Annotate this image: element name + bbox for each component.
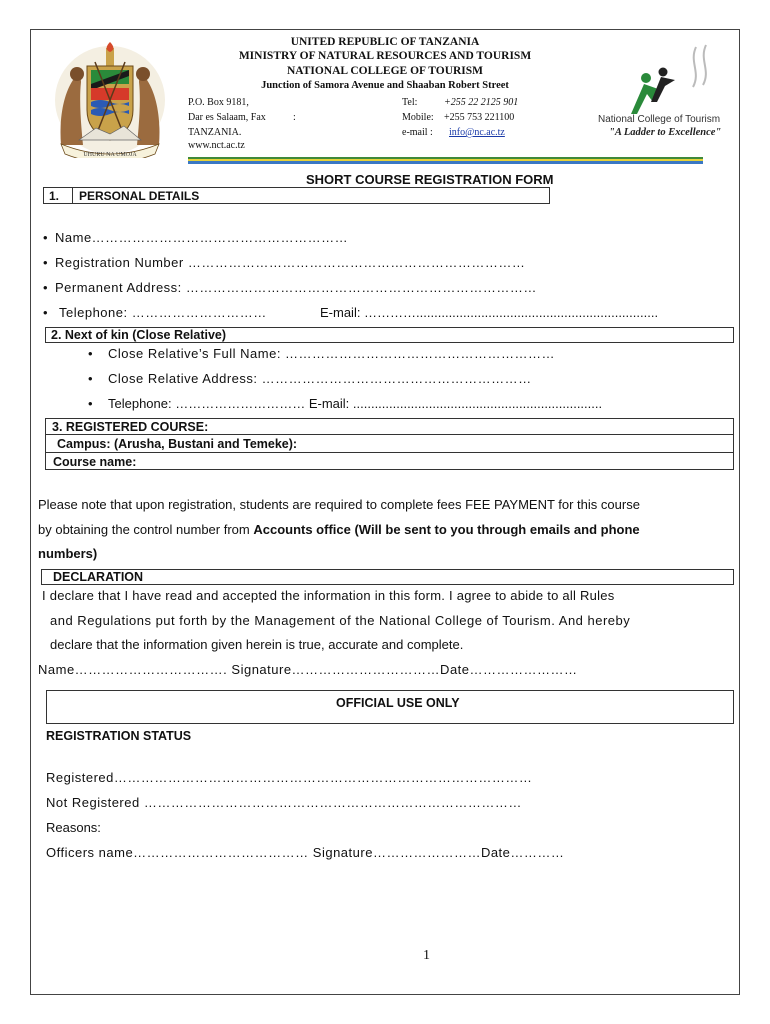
bullet-dot-icon: • xyxy=(88,346,93,361)
mobile-label: Mobile: xyxy=(402,112,434,123)
permanent-address-field[interactable]: Permanent Address: …………………………………………………………………… xyxy=(55,280,537,295)
logo-slogan: "A Ladder to Excellence" xyxy=(609,127,722,138)
registered-field[interactable]: Registered………………………………………………………………………………… xyxy=(46,770,533,785)
not-registered-field[interactable]: Not Registered ………………………………………………………………………… xyxy=(46,795,522,810)
email-field[interactable]: E-mail: …………................................................................... xyxy=(320,305,659,320)
declaration-title: DECLARATION xyxy=(53,570,144,584)
email-link[interactable]: info@nc.ac.tz xyxy=(449,127,505,138)
city: Dar es Salaam, Fax xyxy=(188,112,266,123)
bullet-dot-icon: • xyxy=(43,230,48,245)
bullet-dot-icon: • xyxy=(88,371,93,386)
name-field[interactable]: Name………………………………………………… xyxy=(55,230,349,245)
note-line-3: numbers) xyxy=(38,546,98,561)
note-line-2-bold: Accounts office (Will be sent to you through emails and phone xyxy=(253,522,640,537)
section3-rule-2 xyxy=(45,452,734,453)
registration-status-label: REGISTRATION STATUS xyxy=(46,729,192,743)
tel-value: +255 22 2125 901 xyxy=(444,97,519,108)
declaration-line-2: and Regulations put forth by the Management of the National College of Tourism. And hereby xyxy=(50,613,631,628)
bullet-dot-icon: • xyxy=(43,255,48,270)
website: www.nct.ac.tz xyxy=(188,140,245,151)
declaration-line-3: declare that the information given herein is true, accurate and complete. xyxy=(50,637,464,652)
svg-text:UHURU NA UMOJA: UHURU NA UMOJA xyxy=(83,152,137,158)
fax-colon: : xyxy=(293,112,296,123)
bullet-dot-icon: • xyxy=(43,305,48,320)
declaration-line-1: I declare that I have read and accepted the information in this form. I agree to abide to all Rules xyxy=(42,588,615,603)
logo-name: National College of Tourism xyxy=(598,114,721,125)
section3-title: 3. REGISTERED COURSE: xyxy=(52,420,209,434)
relative-telephone-field[interactable]: Telephone: ………………………… E-mail: ..................................................................... xyxy=(108,396,603,411)
section3-rule-1 xyxy=(45,434,734,435)
relative-full-name-field[interactable]: Close Relative’s Full Name: …………………………………………………… xyxy=(108,346,556,361)
bullet-dot-icon: • xyxy=(43,280,48,295)
country: TANZANIA. xyxy=(188,127,242,138)
email-label: e-mail : xyxy=(402,127,433,138)
campus-field[interactable]: Campus: (Arusha, Bustani and Temeke): xyxy=(57,437,298,451)
section1-divider xyxy=(72,187,73,204)
note-line-2 xyxy=(38,522,640,537)
note-line-2-plain: by obtaining the control number from xyxy=(38,522,254,537)
relative-address-field[interactable]: Close Relative Address: …………………………………………………… xyxy=(108,371,532,386)
course-name-field[interactable]: Course name: xyxy=(53,455,137,469)
po-box: P.O. Box 9181, xyxy=(188,97,249,108)
registration-number-field[interactable]: Registration Number ………………………………………………………………… xyxy=(55,255,526,270)
page-number: 1 xyxy=(423,948,430,963)
college-address: Junction of Samora Avenue and Shaaban Robert Street xyxy=(261,80,509,91)
reasons-field[interactable]: Reasons: xyxy=(46,820,101,835)
bullet-dot-icon: • xyxy=(88,396,93,411)
header-rule-blue xyxy=(188,161,703,164)
ministry-name: MINISTRY OF NATURAL RESOURCES AND TOURISM xyxy=(238,50,532,62)
form-page xyxy=(30,29,740,995)
section1-title: PERSONAL DETAILS xyxy=(79,189,200,203)
note-line-1: Please note that upon registration, students are required to complete fees FEE PAYMENT for this course xyxy=(38,497,640,512)
tel-label: Tel: xyxy=(402,97,418,108)
section2-title: 2. Next of kin (Close Relative) xyxy=(51,328,227,342)
section1-number: 1. xyxy=(49,189,60,203)
declaration-header-box xyxy=(41,569,734,585)
country-name: UNITED REPUBLIC OF TANZANIA xyxy=(290,36,480,48)
form-title: SHORT COURSE REGISTRATION FORM xyxy=(306,172,554,187)
telephone-field[interactable]: Telephone: ………………………… xyxy=(59,305,267,320)
officer-signature-line[interactable]: Officers name………………………………… Signature……………………Date………… xyxy=(46,845,565,860)
mobile-value: +255 753 221100 xyxy=(444,112,515,123)
declaration-signature-line[interactable]: Name……………………………. Signature……………………………Date…………………… xyxy=(38,662,578,677)
college-name: NATIONAL COLLEGE OF TOURISM xyxy=(286,65,484,77)
official-use-title: OFFICIAL USE ONLY xyxy=(336,696,460,710)
